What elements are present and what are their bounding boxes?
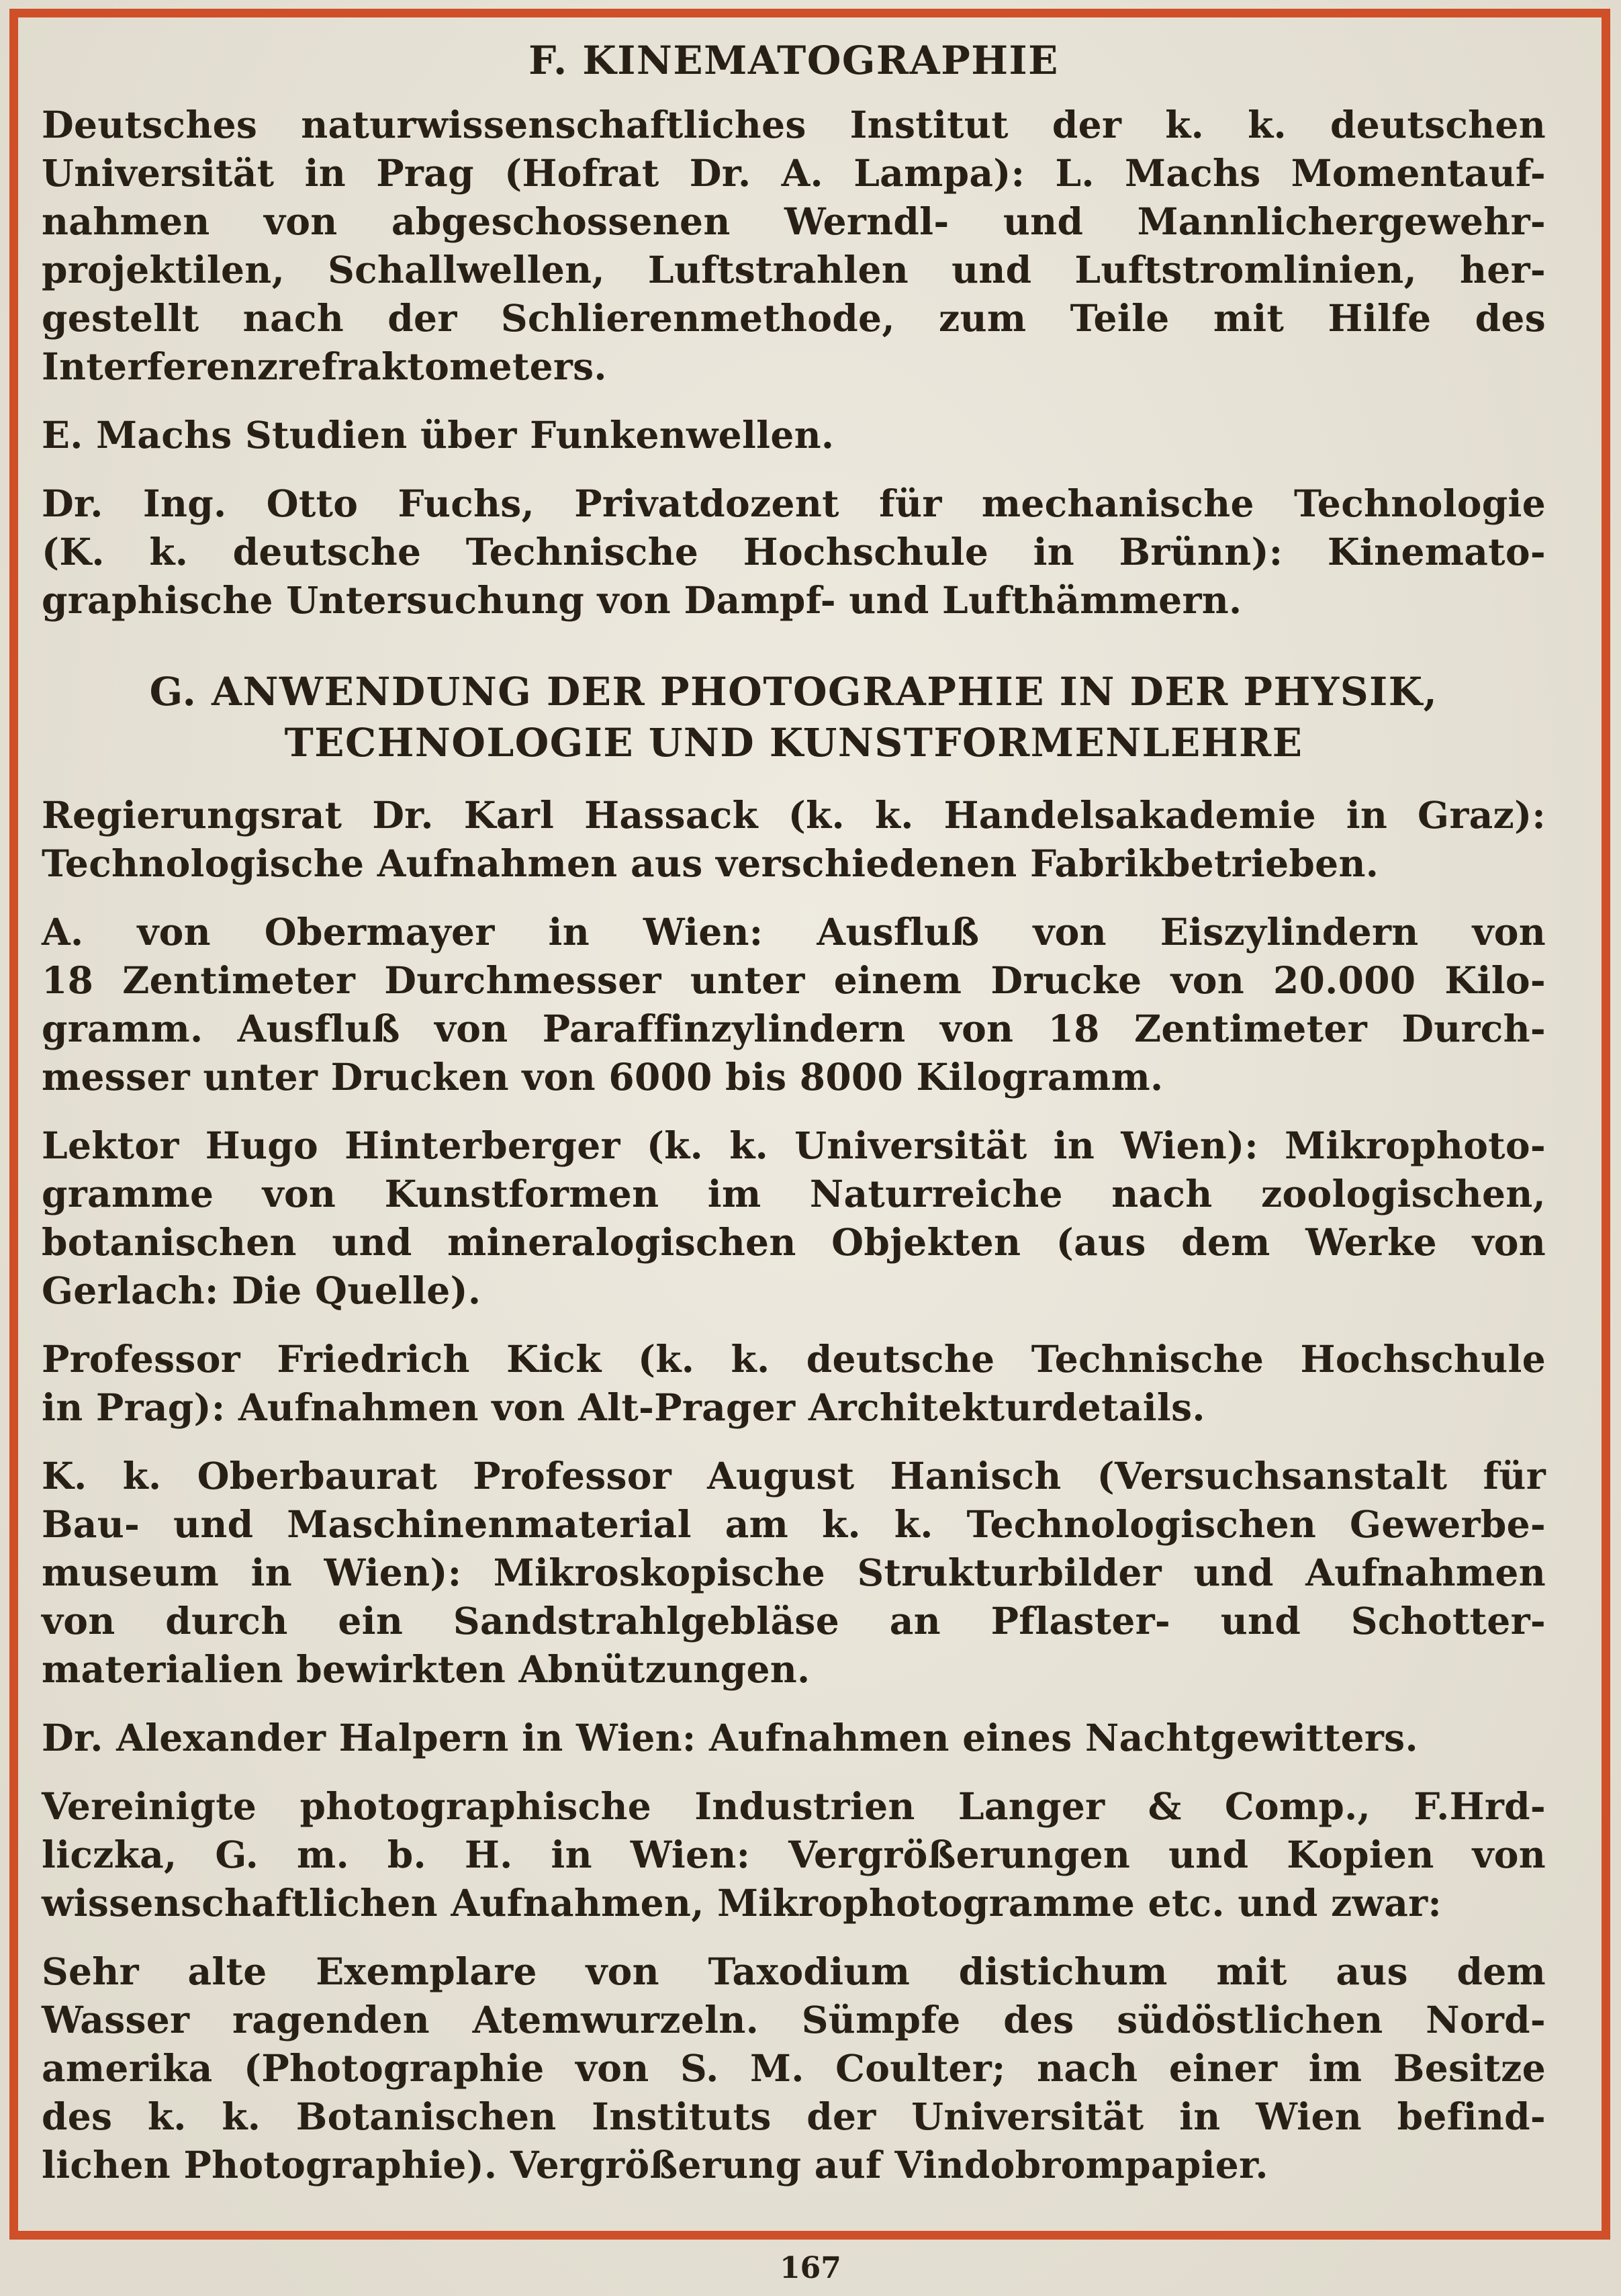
text-line: A. von Obermayer in Wien: Ausfluß von Eiszylindern von [42,910,1546,954]
text-line: Vereinigte photographische Industrien Langer & Comp., F.Hrd- [42,1784,1546,1828]
text-line: in Prag): Aufnahmen von Alt-Prager Architekturdetails. [42,1385,1205,1429]
page-number: 167 [780,2251,841,2285]
text-line: wissenschaftlichen Aufnahmen, Mikrophotogramme etc. und zwar: [42,1881,1442,1925]
text-line: lichen Photographie). Vergrößerung auf Vindobrompapier. [42,2143,1268,2187]
text-line: gramm. Ausfluß von Paraffinzylindern von 18 Zentimeter Durch- [42,1007,1546,1050]
text-line: Gerlach: Die Quelle). [42,1269,481,1312]
text-line: Technologische Aufnahmen aus verschiedenen Fabrikbetrieben. [42,841,1379,885]
text-line: Universität in Prag (Hofrat Dr. A. Lampa): L. Machs Momentauf- [42,151,1546,195]
text-line: liczka, G. m. b. H. in Wien: Vergrößerungen und Kopien von [42,1833,1546,1876]
paragraph [42,1452,1546,1694]
paragraph [42,908,1546,1101]
text-line: botanischen und mineralogischen Objekten (aus dem Werke von [42,1220,1546,1264]
text-line: Dr. Alexander Halpern in Wien: Aufnahmen eines Nachtgewitters. [42,1716,1418,1759]
paragraph [42,1714,1546,1762]
text-line: nahmen von abgeschossenen Werndl- und Mannlichergewehr- [42,199,1546,243]
text-line: Interferenzrefraktometers. [42,345,607,388]
paragraph [42,1121,1546,1315]
text-line: gestellt nach der Schlierenmethode, zum Teile mit Hilfe des [42,296,1546,340]
text-line: gramme von Kunstformen im Naturreiche nach zoologischen, [42,1172,1546,1215]
text-line: K. k. Oberbaurat Professor August Hanisch (Versuchsanstalt für [42,1454,1546,1498]
text-line: amerika (Photographie von S. M. Coulter; nach einer im Besitze [42,2046,1546,2090]
section-heading [42,666,1546,768]
text-line: graphische Untersuchung von Dampf- und Lufthämmern. [42,578,1242,622]
paragraph [42,101,1546,391]
paragraph [42,479,1546,625]
text-line: projektilen, Schallwellen, Luftstrahlen und Luftstromlinien, her- [42,248,1546,291]
heading-line: F. KINEMATOGRAPHIE [528,38,1059,83]
text-line: materialien bewirkten Abnützungen. [42,1647,810,1691]
section-heading [42,35,1546,86]
text-line: Sehr alte Exemplare von Taxodium distichum mit aus dem [42,1949,1546,1993]
text-line: Regierungsrat Dr. Karl Hassack (k. k. Handelsakademie in Graz): [42,793,1546,837]
paragraph [42,1335,1546,1432]
text-line: Deutsches naturwissenschaftliches Institut der k. k. deutschen [42,103,1546,146]
text-line: (K. k. deutsche Technische Hochschule in Brünn): Kinemato- [42,530,1546,573]
paragraph [42,411,1546,459]
text-line: Lektor Hugo Hinterberger (k. k. Universität in Wien): Mikrophoto- [42,1123,1546,1167]
section-g-anwendung-der-photographie [42,666,1546,2189]
text-line: E. Machs Studien über Funkenwellen. [42,413,835,457]
heading-line: G. ANWENDUNG DER PHOTOGRAPHIE IN DER PHYSIK, [149,669,1438,715]
paragraph [42,1947,1546,2189]
text-line: Bau- und Maschinenmaterial am k. k. Technologischen Gewerbe- [42,1502,1546,1546]
text-line: Dr. Ing. Otto Fuchs, Privatdozent für mechanische Technologie [42,481,1546,525]
text-line: messer unter Drucken von 6000 bis 8000 Kilogramm. [42,1055,1164,1099]
heading-line: TECHNOLOGIE UND KUNSTFORMENLEHRE [284,720,1303,766]
text-line: Wasser ragenden Atemwurzeln. Sümpfe des südöstlichen Nord- [42,1998,1546,2041]
text-line: museum in Wien): Mikroskopische Strukturbilder und Aufnahmen [42,1551,1546,1594]
text-line: von durch ein Sandstrahlgebläse an Pflaster- und Schotter- [42,1599,1546,1643]
page-content [42,35,1546,2189]
paragraph [42,1782,1546,1927]
paragraph [42,791,1546,888]
text-line: Professor Friedrich Kick (k. k. deutsche Technische Hochschule [42,1337,1546,1381]
section-f-kinematographie [42,35,1546,625]
text-line: 18 Zentimeter Durchmesser unter einem Drucke von 20.000 Kilo- [42,958,1546,1002]
text-line: des k. k. Botanischen Instituts der Universität in Wien befind- [42,2095,1546,2138]
